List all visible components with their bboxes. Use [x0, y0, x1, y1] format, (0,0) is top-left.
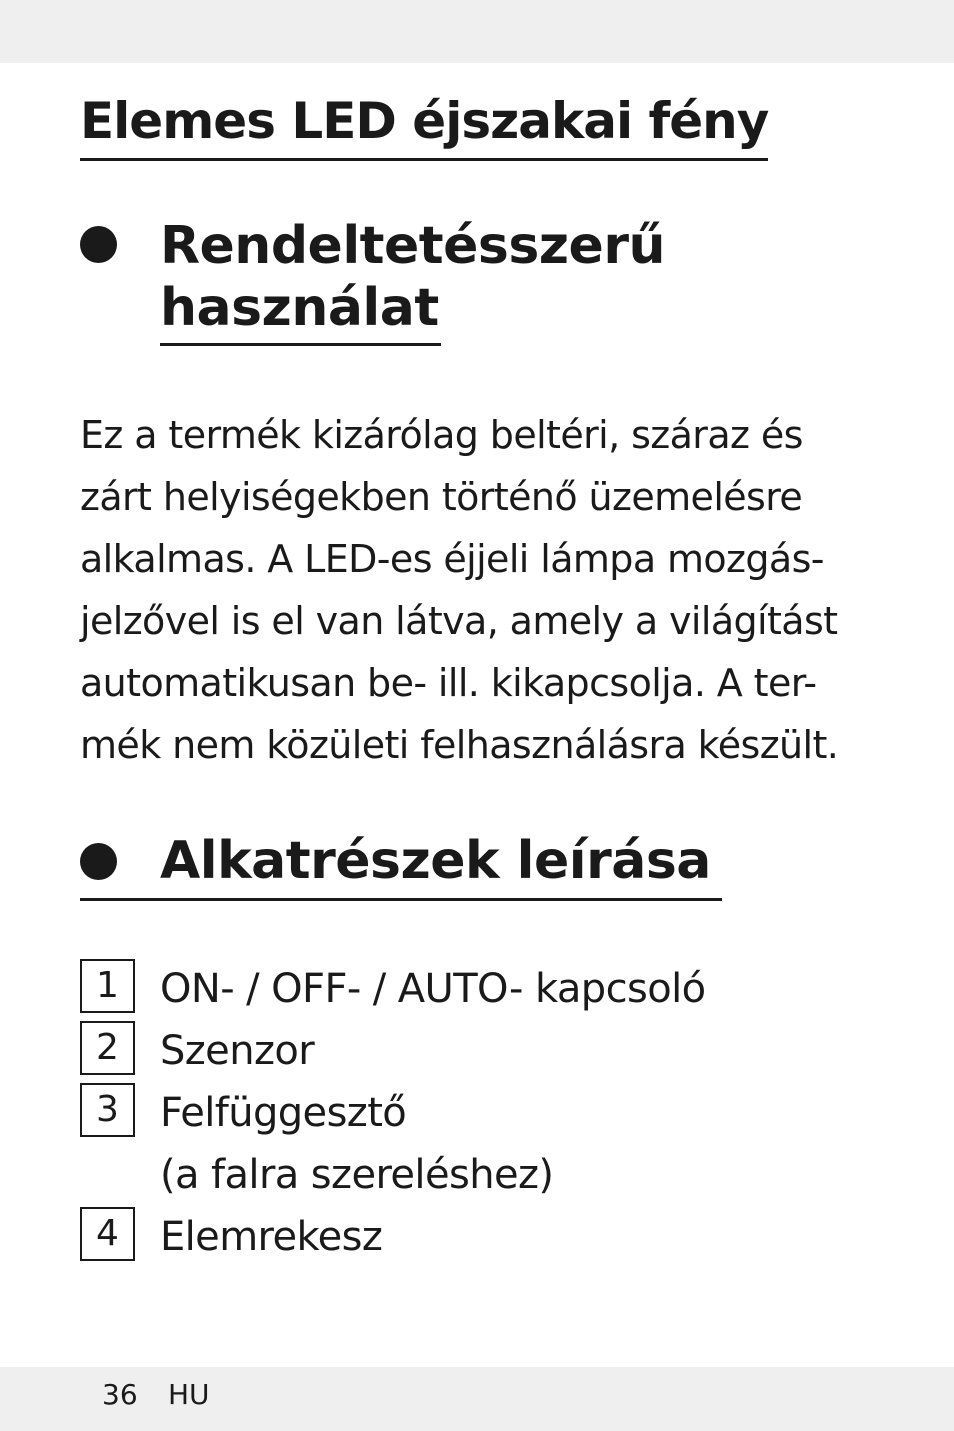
language-code: HU [168, 1378, 210, 1411]
part-number-box: 1 [80, 959, 135, 1013]
footer-band [0, 1367, 954, 1431]
heading-line: Rendeltetésszerű [160, 216, 665, 276]
paragraph-line: automatikusan be- ill. kikapcsolja. A ter- [80, 661, 817, 705]
paragraph-line: mék nem közületi felhasználásra készült. [80, 723, 839, 767]
header-band [0, 0, 954, 63]
part-label-line: Felfüggesztő [160, 1090, 407, 1136]
part-label-line: Elemrekesz [160, 1214, 383, 1260]
part-label [160, 1020, 314, 1082]
heading-underline [80, 898, 722, 901]
section-heading-parts-description: Alkatrészek leírása [160, 831, 711, 891]
intended-use-paragraph [80, 404, 880, 776]
paragraph-line: jelzővel is el van látva, amely a világítást [80, 599, 838, 643]
heading-line: használat [160, 277, 441, 346]
page-title: Elemes LED éjszakai fény [80, 88, 768, 161]
paragraph-line: alkalmas. A LED-es éjjeli lámpa mozgás- [80, 537, 824, 581]
part-label-line: Szenzor [160, 1028, 315, 1074]
section-bullet-icon [80, 226, 117, 263]
part-label [160, 1206, 382, 1268]
part-label [160, 1082, 553, 1206]
page-number: 36 [102, 1378, 138, 1411]
part-label [160, 958, 705, 1020]
section-heading-intended-use [160, 215, 665, 346]
paragraph-line: Ez a termék kizárólag beltéri, száraz és [80, 413, 803, 457]
part-number-box: 2 [80, 1021, 135, 1075]
paragraph-line: zárt helyiségekben történő üzemelésre [80, 475, 803, 519]
part-number-box: 4 [80, 1207, 135, 1261]
part-label-line: (a falra szereléshez) [160, 1152, 554, 1198]
section-bullet-icon [80, 843, 117, 880]
part-label-line: ON- / OFF- / AUTO- kapcsoló [160, 966, 706, 1012]
part-number-box: 3 [80, 1083, 135, 1137]
